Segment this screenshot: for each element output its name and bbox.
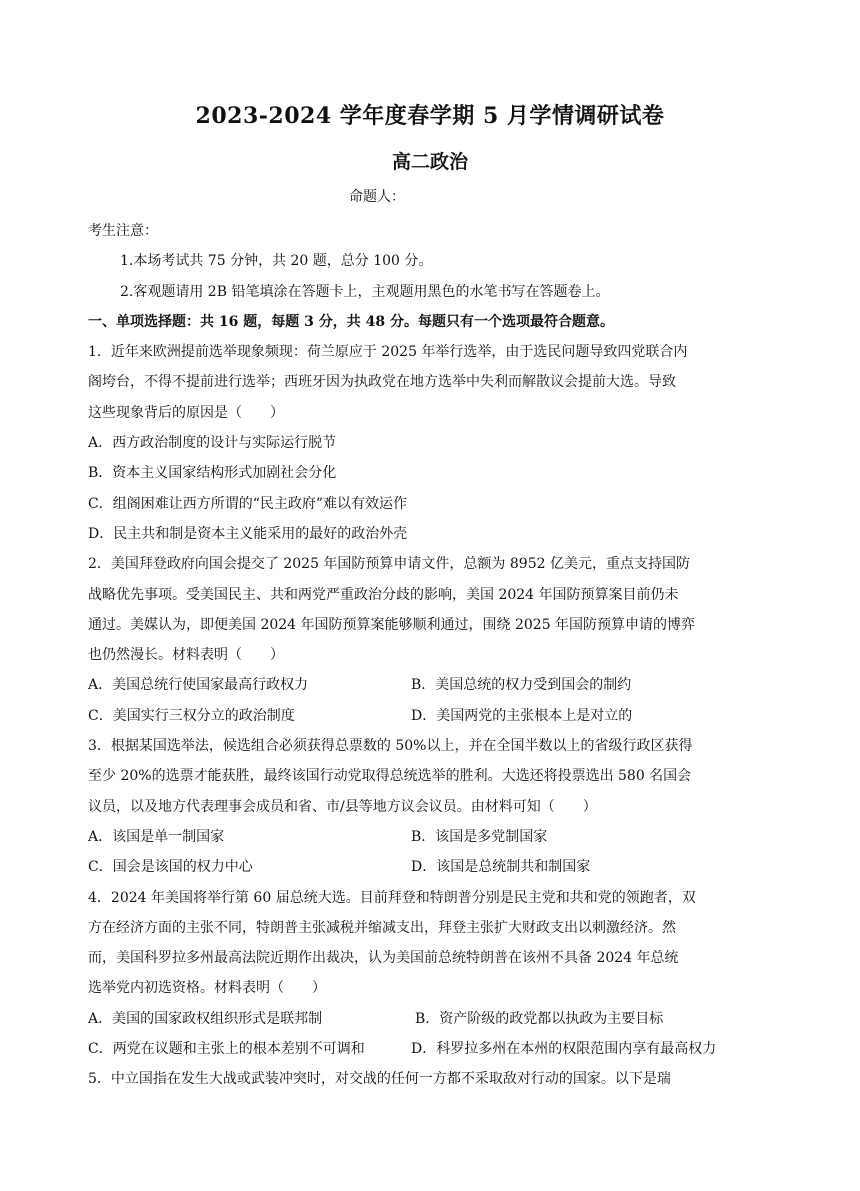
option-d: D．科罗拉多州在本州的权限范围内享有最高权力	[411, 1041, 717, 1058]
question-text: 1．近年来欧洲提前选举现象频现：荷兰原应于 2025 年举行选举，由于选民问题导致四党联合内	[88, 344, 688, 361]
notice-heading: 考生注意：	[88, 223, 158, 239]
question-text: 战略优先事项。受美国民主、共和两党严重政治分歧的影响，美国 2024 年国防预算案目前仍未	[88, 586, 679, 603]
question-text: 也仍然漫长。材料表明（ ）	[88, 647, 284, 664]
option-row	[88, 670, 778, 700]
option-row	[88, 822, 778, 852]
option-b: B．资产阶级的政党都以执政为主要目标	[415, 1010, 664, 1027]
option-a: A．美国的国家政权组织形式是联邦制	[88, 1010, 323, 1027]
question-text: 通过。美媒认为，即便美国 2024 年国防预算案能够顺利通过，围绕 2025 年国防预算申请的博弈	[88, 616, 696, 633]
option-row	[88, 1034, 778, 1064]
question-5	[88, 1064, 778, 1094]
author-label: 命题人：	[349, 189, 405, 205]
question-text: 这些现象背后的原因是（ ）	[88, 404, 284, 421]
option-a: A．美国总统行使国家最高行政权力	[88, 677, 309, 694]
option-b: B．美国总统的权力受到国会的制约	[411, 677, 632, 694]
option-row	[88, 852, 778, 882]
question-text: 选举党内初选资格。材料表明（ ）	[88, 980, 326, 997]
option-c: C．两党在议题和主张上的根本差别不可调和	[88, 1041, 365, 1058]
notice-item: 2.客观题请用 2B 铅笔填涂在答题卡上，主观题用黑色的水笔书写在答题卷上。	[120, 283, 610, 300]
question-text: 5．中立国指在发生大战或武装冲突时，对交战的任何一方都不采取敌对行动的国家。以下是瑞	[88, 1071, 671, 1088]
option-c: C．国会是该国的权力中心	[88, 859, 253, 876]
question-text: 至少 20%的选票才能获胜，最终该国行动党取得总统选举的胜利。大选还将投票选出 580 名国会	[88, 768, 692, 785]
question-3	[88, 731, 778, 882]
page-title: 2023-2024 学年度春学期 5 月学情调研试卷	[195, 103, 665, 129]
question-4	[88, 883, 778, 1065]
option-b: B．资本主义国家结构形式加剧社会分化	[88, 465, 337, 482]
section-heading: 一、单项选择题：共 16 题，每题 3 分，共 48 分。每题只有一个选项最符合题意。	[88, 313, 614, 330]
exam-content	[88, 216, 778, 1095]
subject-title: 高二政治	[391, 151, 468, 173]
question-1	[88, 337, 778, 549]
question-text: 议员，以及地方代表理事会成员和省、市/县等地方议会议员。由材料可知（ ）	[88, 798, 597, 815]
question-text: 2．美国拜登政府向国会提交了 2025 年国防预算申请文件，总额为 8952 亿美元，重点支持国防	[88, 556, 690, 573]
option-row	[88, 1004, 778, 1034]
question-text: 4．2024 年美国将举行第 60 届总统大选。目前拜登和特朗普分别是民主党和共和党的领跑者，双	[88, 889, 696, 906]
option-d: D．该国是总统制共和制国家	[411, 859, 591, 876]
question-text: 方在经济方面的主张不同，特朗普主张减税并缩减支出，拜登主张扩大财政支出以刺激经济。然	[88, 919, 676, 936]
option-c: C．组阁困难让西方所谓的“民主政府”难以有效运作	[88, 495, 408, 512]
notice-item: 1.本场考试共 75 分钟，共 20 题，总分 100 分。	[120, 253, 433, 270]
option-d: D．美国两党的主张根本上是对立的	[411, 707, 633, 724]
option-a: A．西方政治制度的设计与实际运行脱节	[88, 435, 337, 452]
option-a: A．该国是单一制国家	[88, 828, 225, 845]
question-text: 而，美国科罗拉多州最高法院近期作出裁决，认为美国前总统特朗普在该州不具备 2024 年总统	[88, 950, 679, 967]
question-text: 3．根据某国选举法，候选组合必须获得总票数的 50%以上，并在全国半数以上的省级行政区获得	[88, 738, 693, 755]
option-c: C．美国实行三权分立的政治制度	[88, 707, 295, 724]
option-b: B．该国是多党制国家	[411, 828, 548, 845]
option-row	[88, 701, 778, 731]
option-d: D．民主共和制是资本主义能采用的最好的政治外壳	[88, 525, 408, 542]
question-text: 阁垮台，不得不提前进行选举；西班牙因为执政党在地方选举中失利而解散议会提前大选。导致	[88, 374, 676, 391]
question-2	[88, 549, 778, 731]
